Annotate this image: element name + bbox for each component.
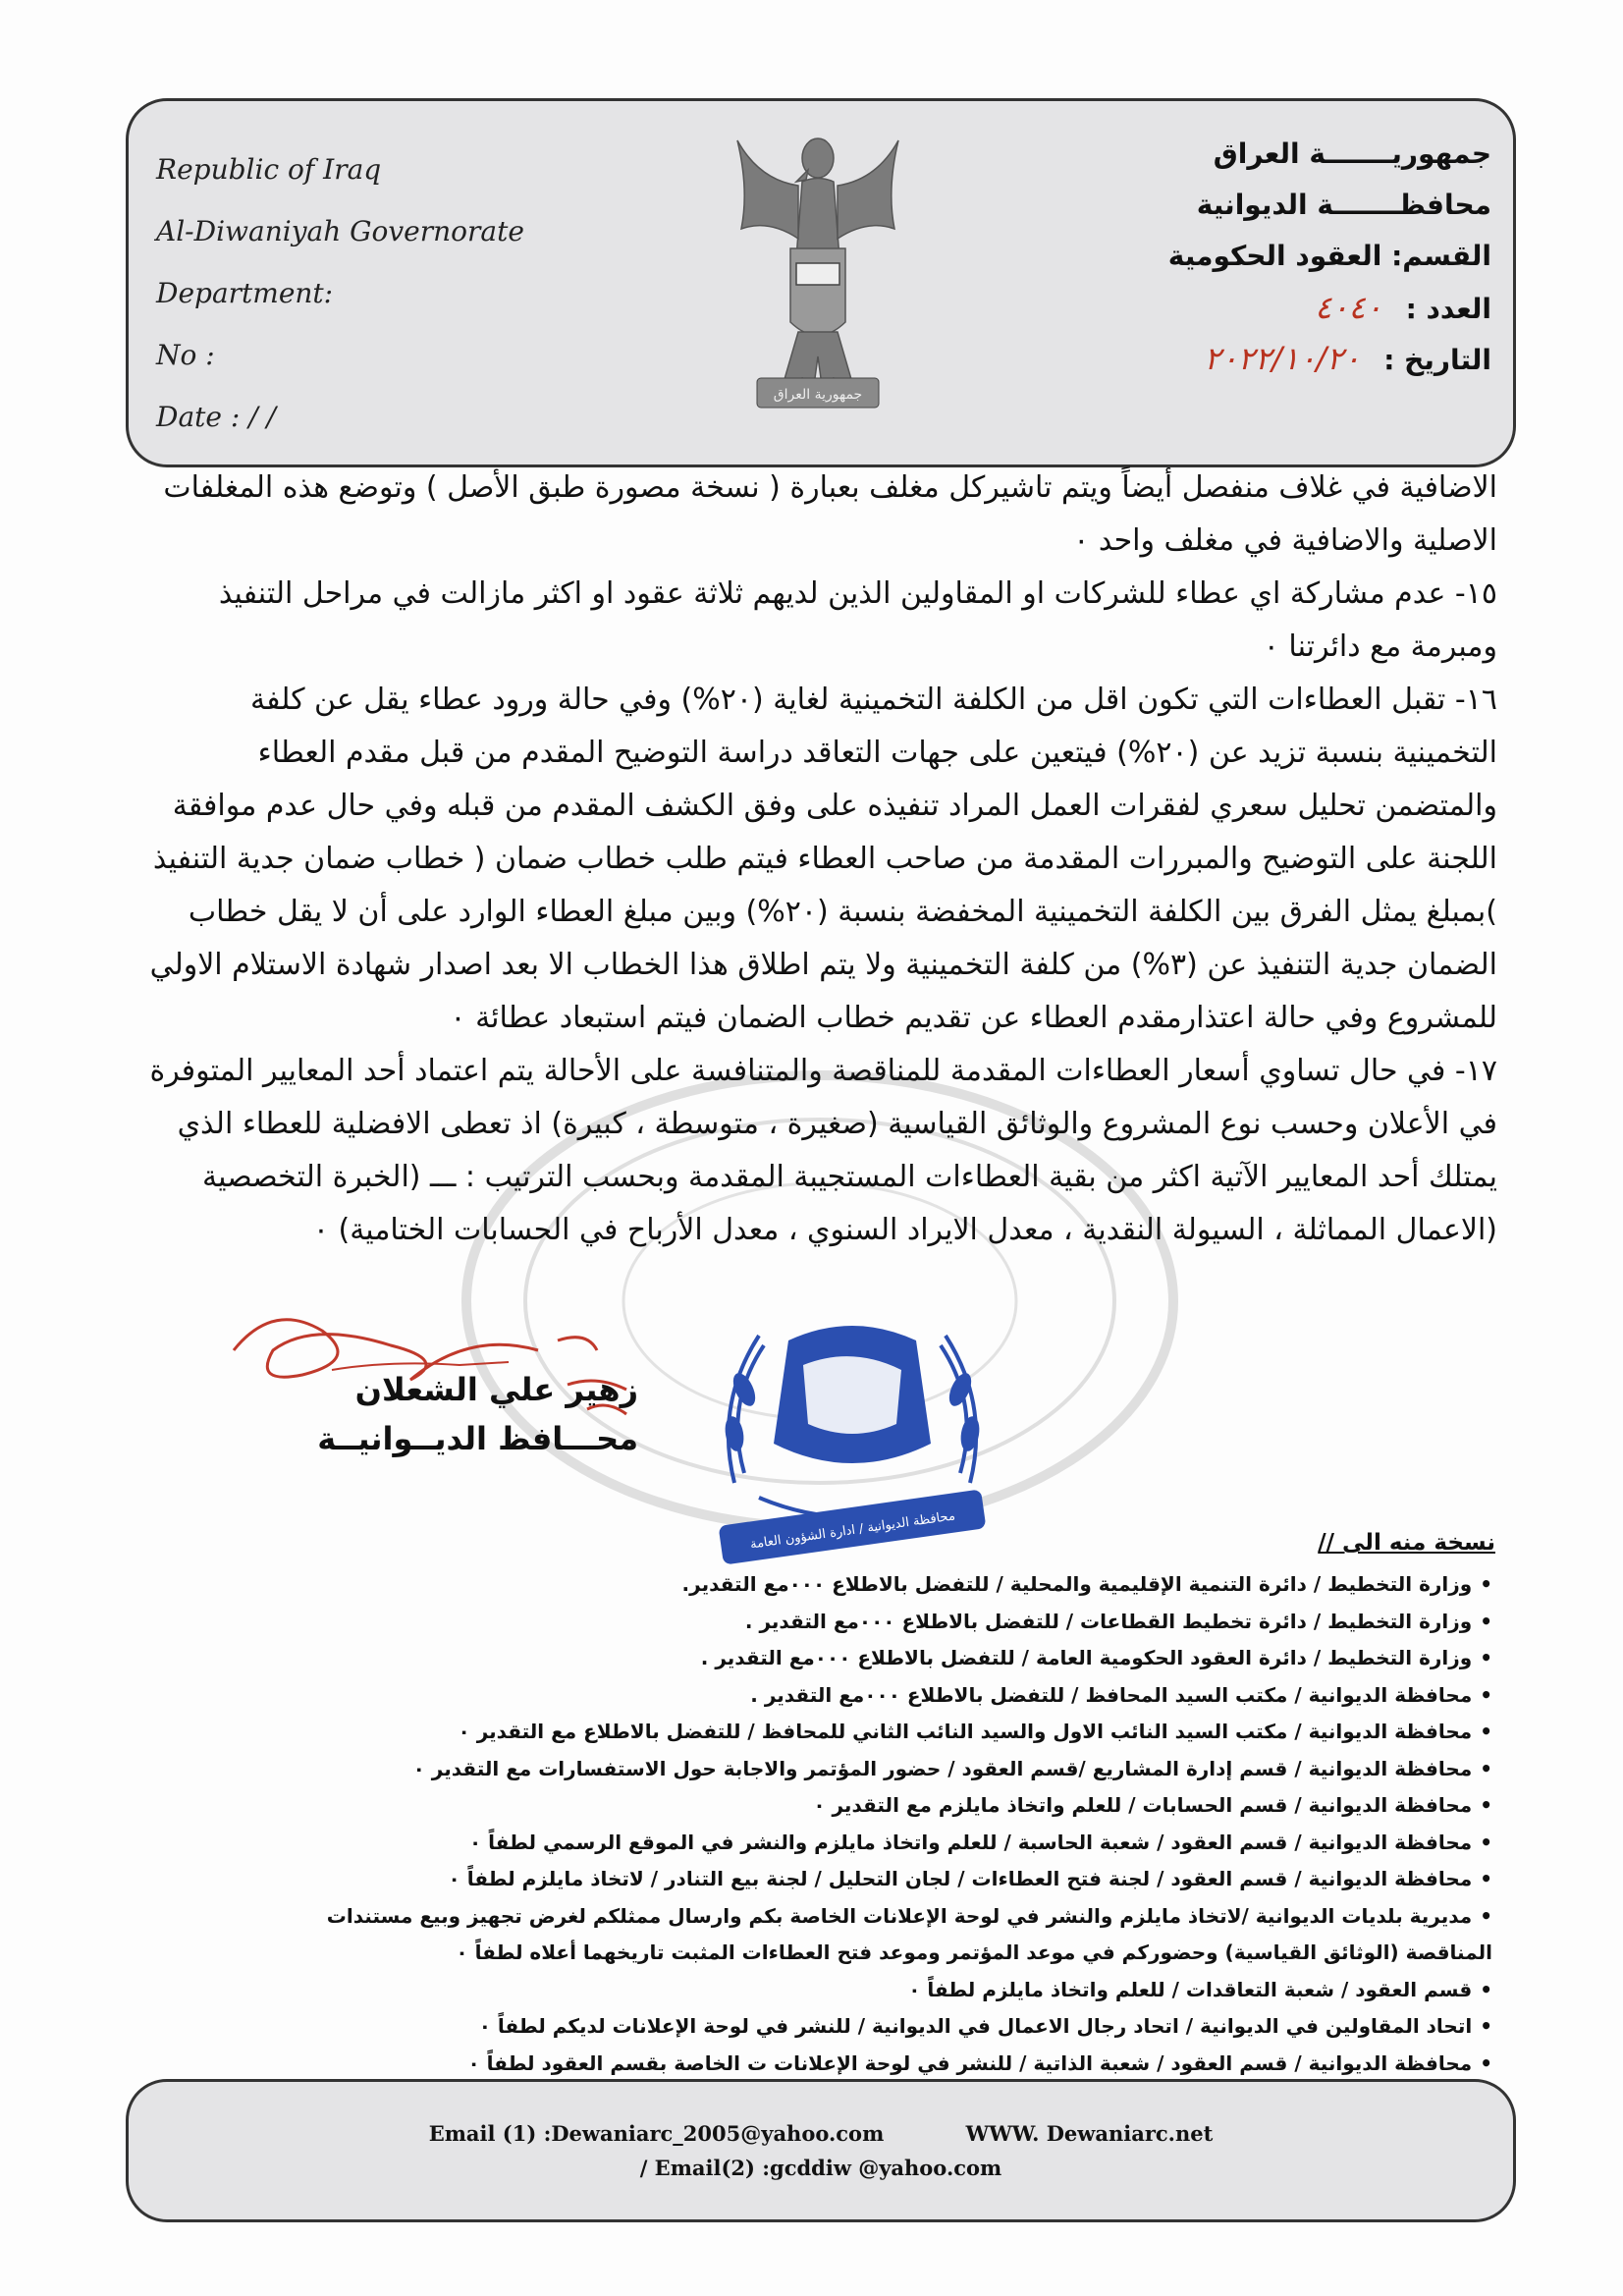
governorate-en: Al-Diwaniyah Governorate (156, 215, 524, 247)
body-paragraph-continuation: الاضافية في غلاف منفصل أيضاً ويتم تاشيركل مغلف بعبارة ( نسخة مصورة طبق الأصل ) وتوضع هذه المغلفات الاصلية والاضافية في مغلف واحد ٠ (163, 470, 1497, 558)
signature-block (285, 1365, 638, 1463)
iraq-eagle-emblem-icon (730, 121, 906, 435)
letter-footer (126, 2079, 1516, 2222)
list-item: •مديرية بلديات الديوانية /لاتخاذ مايلزم والنشر في لوحة الإعلانات الخاصة بكم وارسال ممثلكم لغرض تجهيز وبيع مستندات (326, 1903, 1492, 1928)
copies-heading: نسخة منه الى // (1318, 1530, 1495, 1556)
list-item-continuation: المناقصة (الوثائق القياسية) وحضوركم في موعد المؤتمر وموعد فتح العطاءات المثبت تاريخهما أعلاه لطفاً ٠ (456, 1941, 1492, 1964)
letterhead (126, 98, 1516, 467)
copies-list (177, 1566, 1492, 2082)
footer-website: WWW. Dewaniarc.net (965, 2121, 1214, 2146)
list-item: •محافظة الديوانية / قسم الحسابات / للعلم واتخاذ مايلزم مع التقدير ٠ (813, 1793, 1492, 1817)
list-item: •محافظة الديوانية / قسم إدارة المشاريع /قسم العقود / حضور المؤتمر والاجابة حول الاستفسارات مع التقدير ٠ (412, 1756, 1492, 1780)
date-label-ar: التاريخ : (1383, 344, 1491, 376)
number-row (1059, 282, 1491, 333)
list-item: •وزارة التخطيط / دائرة التنمية الإقليمية والمحلية / للتفضل بالاطلاع ٠٠٠مع التقدير. (681, 1572, 1492, 1596)
list-item: •وزارة التخطيط / دائرة العقود الحكومية العامة / للتفضل بالاطلاع ٠٠٠مع التقدير . (700, 1646, 1492, 1669)
footer-email-2: / Email(2) :gcddiw @yahoo.com (639, 2156, 1002, 2180)
date-value: ٢٠٢٢/١٠/٢٠ (1204, 340, 1361, 377)
governorate-ar: محافظـــــــة الديوانية (1196, 189, 1491, 221)
signatory-title: محـــافظ الديــوانيــة (317, 1420, 638, 1457)
number-label-en: No : (156, 339, 215, 371)
number-value: ٤٠٤٠ (1315, 289, 1382, 326)
list-item: •محافظة الديوانية / مكتب السيد المحافظ / للتفضل بالاطلاع ٠٠٠مع التقدير . (750, 1682, 1492, 1707)
body-item-15: ١٥- عدم مشاركة اي عطاء للشركات او المقاولين الذين لديهم ثلاثة عقود او اكثر مازالت في مراحل التنفيذ ومبرمة مع دائرتنا ٠ (218, 576, 1497, 664)
letter-body (147, 462, 1497, 1257)
date-row (1059, 333, 1491, 384)
letterhead-arabic (1059, 129, 1491, 384)
list-item: •محافظة الديوانية / قسم العقود / شعبة الذاتية / للنشر في لوحة الإعلانات ت الخاصة بقسم العقود لطفاً ٠ (467, 2050, 1492, 2075)
stamp-caption: محافظة الديوانية / ادارة الشؤون العامة (749, 1508, 956, 1553)
signatory-name: زهير علي الشعلان (354, 1371, 638, 1408)
list-item: •اتحاد المقاولين في الديوانية / اتحاد رجال الاعمال في الديوانية / للنشر في لوحة الإعلانات لديكم لطفاً ٠ (478, 2014, 1492, 2038)
department-label-en: Department: (156, 277, 334, 309)
body-item-16: ١٦- تقبل العطاءات التي تكون اقل من الكلفة التخمينية لغاية (٢٠%) وفي حالة ورود عطاء يقل عن كلفة التخمينية بنسبة تزيد عن (٢٠%) فيتعين على جهات التعاقد دراسة التوضيح المقدم من قبل مقدم العطاء والمتضمن تحليل سعري لفقرات العمل المراد تنفيذه على وفق الكشف المقدم من قبله وفي حال عدم موافقة اللجنة على التوضيح والمبررات المقدمة من صاحب العطاء فيتم طلب خطاب ضمان ( خطاب ضمان جدية التنفيذ )بمبلغ يمثل الفرق بين الكلفة التخمينية المخفضة بنسبة (٢٠%) وبين مبلغ العطاء الوارد على أن لا يقل خطاب الضمان جدية التنفيذ عن (٣%) من كلفة التخمينية ولا يتم اطلاق هذا الخطاب الا بعد اصدار شهادة الاستلام الاولي للمشروع وفي حالة اعتذارمقدم العطاء عن تقديم خطاب الضمان فيتم استبعاد عطائة ٠ (149, 683, 1497, 1035)
footer-email-1: Email (1) :Dewaniarc_2005@yahoo.com (428, 2121, 885, 2146)
emblem-caption: جمهورية العراق (773, 387, 863, 403)
list-item: •محافظة الديوانية / قسم العقود / شعبة الحاسبة / للعلم واتخاذ مايلزم والنشر في الموقع الرسمي لطفاً ٠ (468, 1830, 1492, 1854)
country-en: Republic of Iraq (156, 153, 382, 186)
list-item: •محافظة الديوانية / مكتب السيد النائب الاول والسيد النائب الثاني للمحافظ / للتفضل بالاطلاع مع التقدير ٠ (458, 1720, 1492, 1743)
list-item: •محافظة الديوانية / قسم العقود / لجنة فتح العطاءات / لجان التحليل / لجنة بيع التنادر / لاتخاذ مايلزم لطفاً ٠ (448, 1867, 1492, 1890)
body-item-17: ١٧- في حال تساوي أسعار العطاءات المقدمة للمناقصة والمتنافسة على الأحالة يتم اعتماد أحد المعايير المتوفرة في الأعلان وحسب نوع المشروع والوثائق القياسية (صغيرة ، متوسطة ، كبيرة) اذ تعطى الافضلية للعطاء الذي يمتلك أحد المعايير الآتية اكثر من بقية العطاءات المستجيبة المقدمة وبحسب الترتيب : ـــ (الخبرة التخصصية (الاعمال المماثلة ، السيولة النقدية ، معدل الايراد السنوي ، معدل الأرباح في الحسابات الختامية) ٠ (149, 1054, 1497, 1247)
letterhead-english (156, 138, 608, 448)
department-ar: القسم: العقود الحكومية (1167, 240, 1491, 272)
country-ar: جمهوريـــــــة العراق (1213, 137, 1491, 170)
list-item: •وزارة التخطيط / دائرة تخطيط القطاعات / للتفضل بالاطلاع ٠٠٠مع التقدير . (744, 1609, 1492, 1633)
date-label-en: Date : / / (156, 401, 276, 433)
number-label-ar: العدد : (1405, 293, 1491, 325)
official-stamp-icon (705, 1296, 1000, 1571)
list-item: •قسم العقود / شعبة التعاقدات / للعلم واتخاذ مايلزم لطفاً ٠ (908, 1977, 1492, 2001)
